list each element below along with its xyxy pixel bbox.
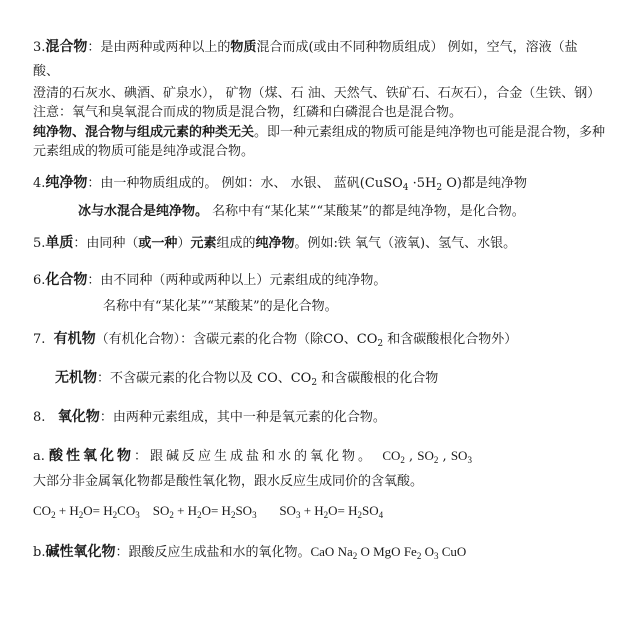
- equations-line: [33, 502, 383, 520]
- section-number: 4.: [33, 176, 46, 191]
- definition-text: ：跟碱反应生成盐和水的氧化物。: [134, 449, 375, 464]
- section-4-line-2: [78, 203, 525, 221]
- bold-text: 纯净物、混合物与组成元素的种类无关: [33, 125, 255, 140]
- definition-text: （有机化合物）：含碳元素的化合物（除CO、CO: [95, 332, 378, 347]
- rule-text: 。即一种元素组成的物质可能是纯净物也可能是混合物，多种: [254, 125, 606, 140]
- section-number: 5.: [33, 236, 46, 251]
- section-3-rule-line-2: 元素组成的物质可能是纯净或混合物。: [33, 144, 255, 159]
- subscript: 2: [311, 378, 318, 388]
- section-6-line-2: 名称中有“某化某”“某酸某”的是化合物。: [103, 299, 338, 314]
- definition-text: ：不含碳元素的化合物以及 CO、CO: [97, 371, 312, 386]
- section-7-line-1: [33, 330, 517, 349]
- definition-text: ·5H: [408, 176, 437, 191]
- term-mixture: 混合物: [45, 39, 88, 55]
- bold-text: 元素: [190, 236, 217, 251]
- term-organic: 有机物: [53, 331, 96, 347]
- separator: ,: [438, 449, 451, 464]
- section-label: b.: [33, 545, 46, 560]
- bold-text: 冰与水混合是纯净物。: [78, 204, 209, 219]
- section-3-rule: [33, 124, 605, 142]
- term-basic-oxide: 碱性氧化物: [45, 544, 116, 560]
- section-8-line-1: [33, 408, 386, 427]
- equation-1: $CO_2 + H_2O= H_2CO_3$: [33, 503, 140, 520]
- formula-list: CaO $Na_2$ O MgO $Fe_2$ $O_3$ CuO: [310, 544, 467, 561]
- section-number: 8.: [33, 410, 46, 425]
- section-number: 7.: [33, 332, 46, 347]
- equation-3: $SO_3 + H_2O= H_2SO_4$: [279, 503, 384, 520]
- term-pure-substance: 纯净物: [45, 175, 88, 191]
- definition-text: ：由两种元素组成，其中一种是氧元素的化合物。: [99, 410, 386, 425]
- section-a-line-2: 大部分非金属氧化物都是酸性氧化物，跟水反应生成同价的含氧酸。: [33, 474, 424, 489]
- separator: ,: [404, 449, 418, 464]
- term-element-substance: 单质: [45, 235, 74, 251]
- definition-text: O)都是纯净物: [442, 176, 527, 191]
- definition-text: ：由同种（: [73, 236, 139, 251]
- section-a-line-1: [33, 447, 472, 466]
- definition-text: 和含碳酸根化合物外）: [383, 332, 518, 347]
- formula-so2: $SO_2$: [417, 448, 439, 465]
- definition-text: 混合而成(或由不同种物质组成） 例如，空气，溶液（盐: [256, 40, 578, 55]
- definition-text: ：是由两种或两种以上的: [87, 40, 231, 55]
- section-label: a.: [33, 449, 45, 464]
- definition-text: ：跟酸反应生成盐和水的氧化物。: [115, 545, 311, 560]
- subscript: 4: [402, 183, 409, 193]
- section-number: 6.: [33, 273, 46, 288]
- definition-text: ：由一种物质组成的。 例如：水、 水银、 蓝矾(CuSO: [87, 176, 403, 191]
- term-inorganic: 无机物: [55, 370, 97, 386]
- section-b-line-1: [33, 543, 466, 562]
- definition-text: 和含碳酸根的化合物: [317, 371, 439, 386]
- bold-text: 或一种: [138, 236, 178, 251]
- formula-so3: $SO_3$: [450, 448, 472, 465]
- term-compound: 化合物: [45, 272, 88, 288]
- term-oxide: 氧化物: [57, 409, 100, 425]
- subscript: 2: [436, 183, 443, 193]
- definition-text: ：由不同种（两种或两种以上）元素组成的纯净物。: [87, 273, 387, 288]
- section-4-line-1: [33, 174, 527, 193]
- section-3-note: 注意：氧气和臭氧混合而成的物质是混合物，红磷和白磷混合也是混合物。: [33, 105, 463, 120]
- subscript: 2: [377, 339, 384, 349]
- section-3-line-3: 澄清的石灰水、碘酒、矿泉水）， 矿物（煤、石 油、天然气、铁矿石、石灰石），合金（生铁、钢）: [33, 86, 601, 101]
- definition-text: 组成的: [216, 236, 256, 251]
- definition-text: 。例如:铁 氧气（液氧)、氢气、水银。: [294, 236, 517, 251]
- section-5-line-1: [33, 234, 516, 253]
- section-3-line-1: [33, 38, 578, 57]
- section-6-line-1: [33, 271, 386, 290]
- bold-text: 物质: [230, 40, 257, 55]
- definition-text: ）: [177, 236, 191, 251]
- section-number: 3.: [33, 40, 46, 55]
- term-acidic-oxide: 酸性氧化物: [49, 448, 135, 464]
- bold-text: 纯净物: [255, 236, 295, 251]
- section-7-line-2: [55, 369, 438, 388]
- section-3-line-2: 酸、: [33, 64, 60, 79]
- equation-2: $SO_2 + H_2O= H_2SO_3$: [152, 503, 257, 520]
- example-text: 名称中有“某化某”“某酸某”的都是纯净物，是化合物。: [208, 204, 525, 219]
- formula-co2: $CO_2$: [382, 448, 405, 465]
